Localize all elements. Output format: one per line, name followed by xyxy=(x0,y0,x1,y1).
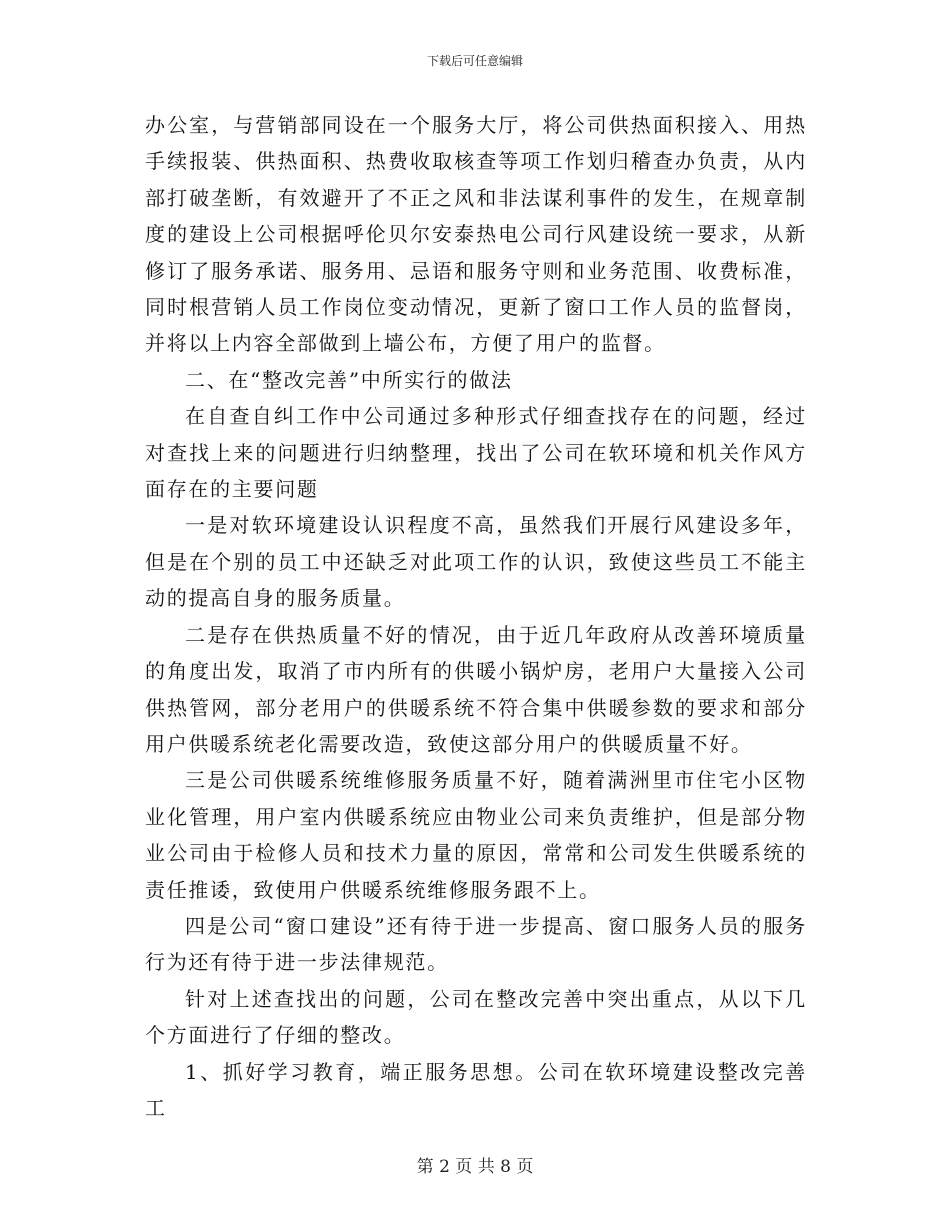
paragraph: 二是存在供热质量不好的情况，由于近几年政府从改善环境质量的角度出发，取消了市内所有的供暖小锅炉房，老用户大量接入公司供热管网，部分老用户的供暖系统不符合集中供暖参数的要求和部分用户供暖系统老化需要改造，致使这部分用户的供暖质量不好。 xyxy=(145,622,807,756)
page-footer: 第 2 页 共 8 页 xyxy=(416,1157,534,1177)
paragraph: 一是对软环境建设认识程度不高，虽然我们开展行风建设多年，但是在个别的员工中还缺乏对此项工作的认识，致使这些员工不能主动的提高自身的服务质量。 xyxy=(145,513,807,611)
section-heading: 二、在“整改完善”中所实行的做法 xyxy=(185,367,513,392)
paragraph-continuation: 办公室，与营销部同设在一个服务大厅，将公司供热面积接入、用热手续报装、供热面积、热费收取核查等项工作划归稽查办负责，从内部打破垄断，有效避开了不正之风和非法谋利事件的发生，在规章制度的建设上公司根据呼伦贝尔安泰热电公司行风建设统一要求，从新修订了服务承诺、服务用、忌语和服务守则和业务范围、收费标准，同时根营销人员工作岗位变动情况，更新了窗口工作人员的监督岗，并将以上内容全部做到上墙公布，方便了用户的监督。 xyxy=(145,113,807,356)
paragraph: 四是公司“窗口建设”还有待于进一步提高、窗口服务人员的服务行为还有待于进一步法律规范。 xyxy=(145,913,807,975)
page-header: 下载后可任意编辑 xyxy=(426,54,523,68)
paragraph: 三是公司供暖系统维修服务质量不好，随着满洲里市住宅小区物业化管理，用户室内供暖系统应由物业公司来负责维护，但是部分物业公司由于检修人员和技术力量的原因，常常和公司发生供暖系统的责任推诿，致使用户供暖系统维修服务跟不上。 xyxy=(145,768,807,902)
paragraph: 在自查自纠工作中公司通过多种形式仔细查找存在的问题，经过对查找上来的问题进行归纳整理，找出了公司在软环境和机关作风方面存在的主要问题 xyxy=(145,404,807,502)
document-body xyxy=(145,107,807,1126)
paragraph: 1、抓好学习教育，端正服务思想。公司在软环境建设整改完善工 xyxy=(145,1059,807,1120)
paragraph: 针对上述查找出的问题，公司在整改完善中突出重点，从以下几个方面进行了仔细的整改。 xyxy=(145,986,807,1048)
